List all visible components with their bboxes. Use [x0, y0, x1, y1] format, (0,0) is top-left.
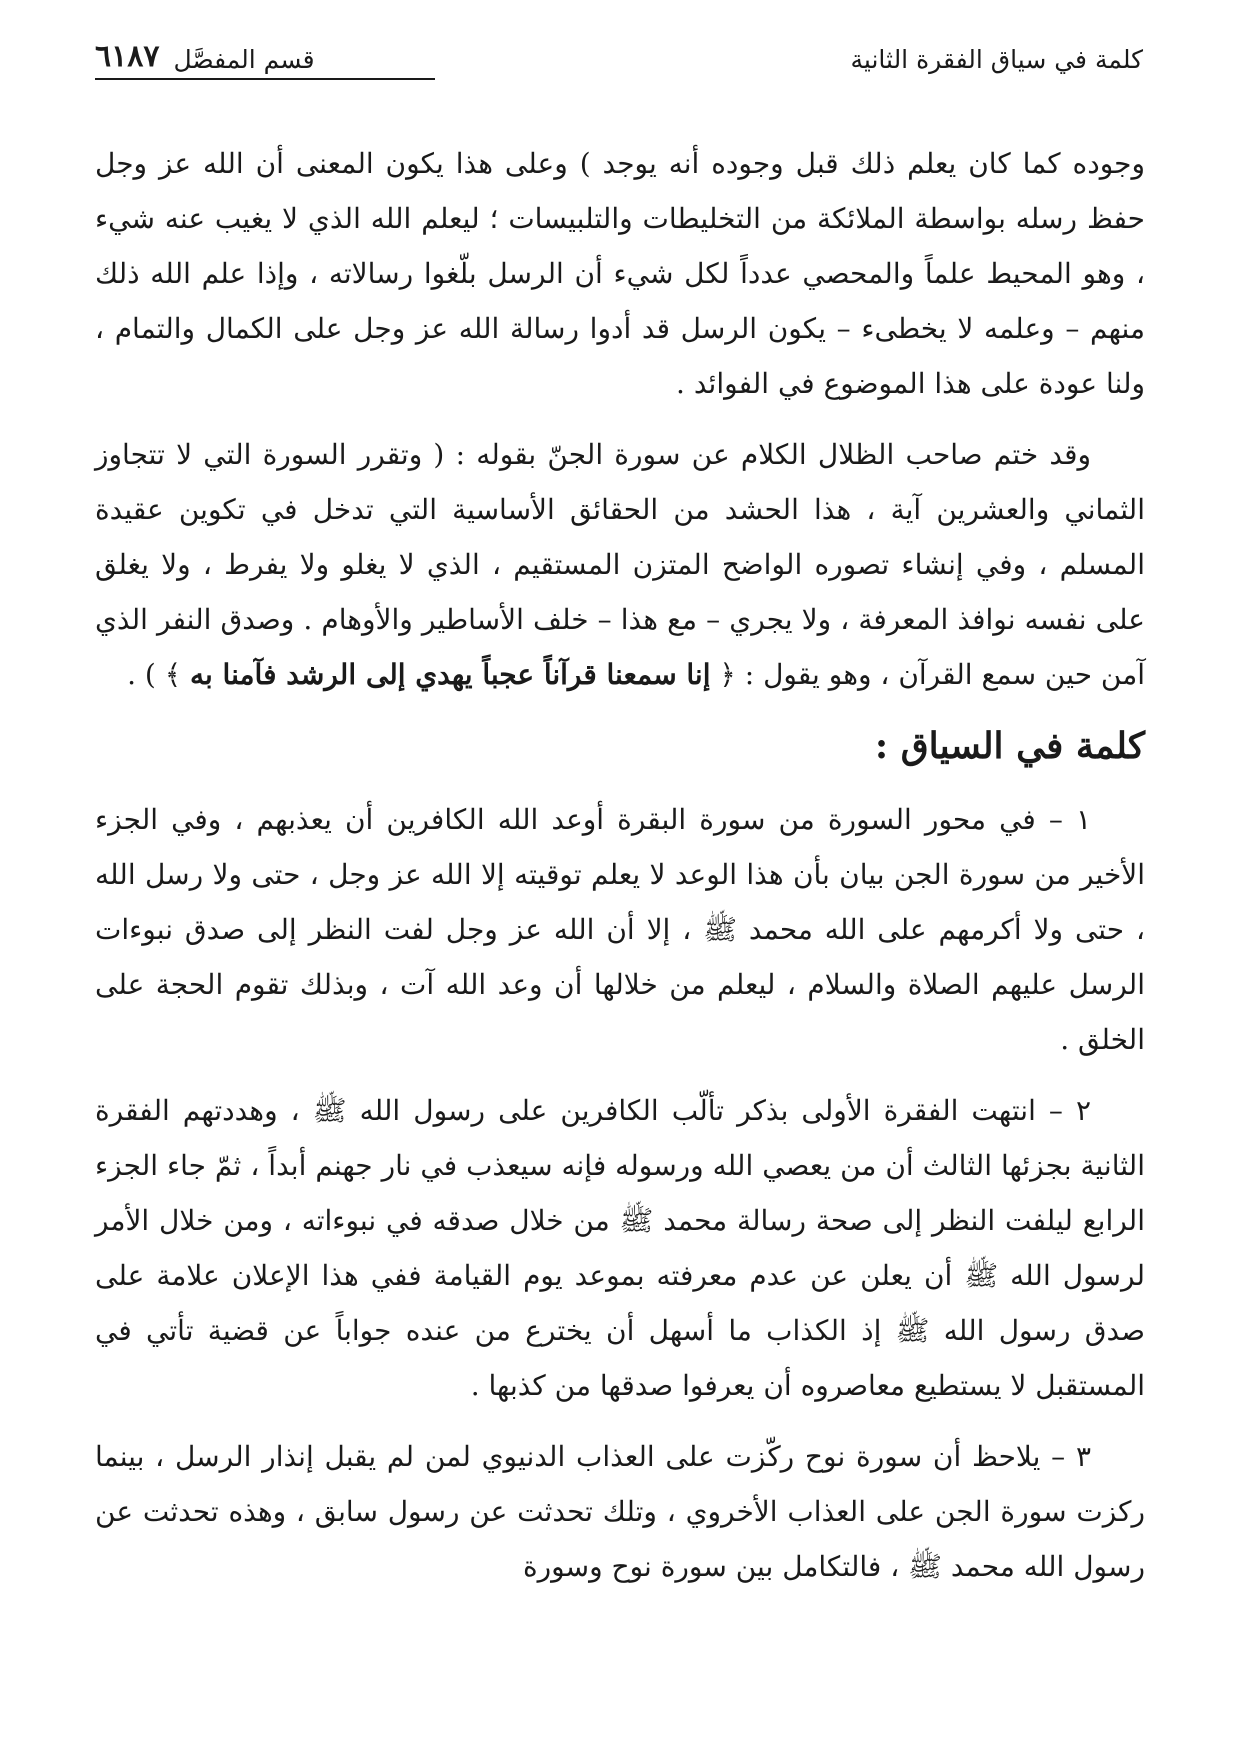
- header-rule: [95, 78, 435, 80]
- quran-verse: إنا سمعنا قرآناً عجباً يهدي إلى الرشد فآمنا به: [190, 658, 711, 691]
- running-title: كلمة في سياق الفقرة الثانية: [850, 45, 1143, 74]
- page-header: [95, 30, 1145, 80]
- paragraph-continuation: وجوده كما كان يعلم ذلك قبل وجوده أنه يوجد ) وعلى هذا يكون المعنى أن الله عز وجل حفظ رسله بواسطة الملائكة من التخليطات والتلبيسات ؛ ليعلم الله الذي لا يغيب عنه شيء ، وهو المحيط علماً والمحصي عدداً لكل شيء أن الرسل بلّغوا رسالاته ، وإذا علم الله ذلك منهم – وعلمه لا يخطىء – يكون الرسل قد أدوا رسالة الله عز وجل على الكمال والتمام ، ولنا عودة على هذا الموضوع في الفوائد .: [95, 147, 1145, 400]
- section-label: قسم المفصَّل: [173, 45, 315, 74]
- paragraph-dhilal-quote: [95, 427, 1145, 702]
- point-3: ٣ – يلاحظ أن سورة نوح ركّزت على العذاب الدنيوي لمن لم يقبل إنذار الرسل ، بينما ركزت سورة الجن على العذاب الأخروي ، وتلك تحدثت عن رسول سابق ، وهذه تحدثت عن رسول الله محمد ﷺ ، فالتكامل بين سورة نوح وسورة: [95, 1440, 1145, 1583]
- paragraph-text-end: ﴾ ) .: [127, 658, 182, 691]
- book-page: [95, 20, 1145, 1730]
- page-body: [95, 136, 1145, 1594]
- point-1: ١ – في محور السورة من سورة البقرة أوعد الله الكافرين أن يعذبهم ، وفي الجزء الأخير من سورة الجن بيان بأن هذا الوعد لا يعلم توقيته إلا الله عز وجل ، حتى ولا رسل الله ، حتى ولا أكرمهم على الله محمد ﷺ ، إلا أن الله عز وجل لفت النظر إلى صدق نبوءات الرسل عليهم الصلاة والسلام ، ليعلم من خلالها أن وعد الله آت ، وبذلك تقوم الحجة على الخلق .: [95, 803, 1146, 1056]
- point-2: ٢ – انتهت الفقرة الأولى بذكر تألّب الكافرين على رسول الله ﷺ ، وهددتهم الفقرة الثانية بجزئها الثالث أن من يعصي الله ورسوله فإنه سيعذب في نار جهنم أبداً ، ثمّ جاء الجزء الرابع ليلفت النظر إلى صحة رسالة محمد ﷺ من خلال صدقه في نبوءاته ، ومن خلال الأمر لرسول الله ﷺ أن يعلن عن عدم معرفته بموعد يوم القيامة ففي هذا الإعلان علامة على صدق رسول الله ﷺ إذ الكذاب ما أسهل أن يخترع من عنده جواباً عن قضية تأتي في المستقبل لا يستطيع معاصروه أن يعرفوا صدقها من كذبها .: [95, 1094, 1145, 1402]
- page-number: ٦١٨٧: [95, 39, 160, 74]
- section-heading: كلمة في السياق :: [874, 725, 1145, 767]
- header-section-group: [95, 39, 315, 80]
- paragraph-text: وقد ختم صاحب الظلال الكلام عن سورة الجنّ بقوله : ( وتقرر السورة التي لا تتجاوز الثماني والعشرين آية ، هذا الحشد من الحقائق الأساسية التي تدخل في تكوين عقيدة المسلم ، وفي إنشاء تصوره الواضح المتزن المستقيم ، الذي لا يغلو ولا يفرط ، ولا يغلق على نفسه نوافذ المعرفة ، ولا يجري – مع هذا – خلف الأساطير والأوهام . وصدق النفر الذي آمن حين سمع القرآن ، وهو يقول : ﴿: [95, 438, 1145, 691]
